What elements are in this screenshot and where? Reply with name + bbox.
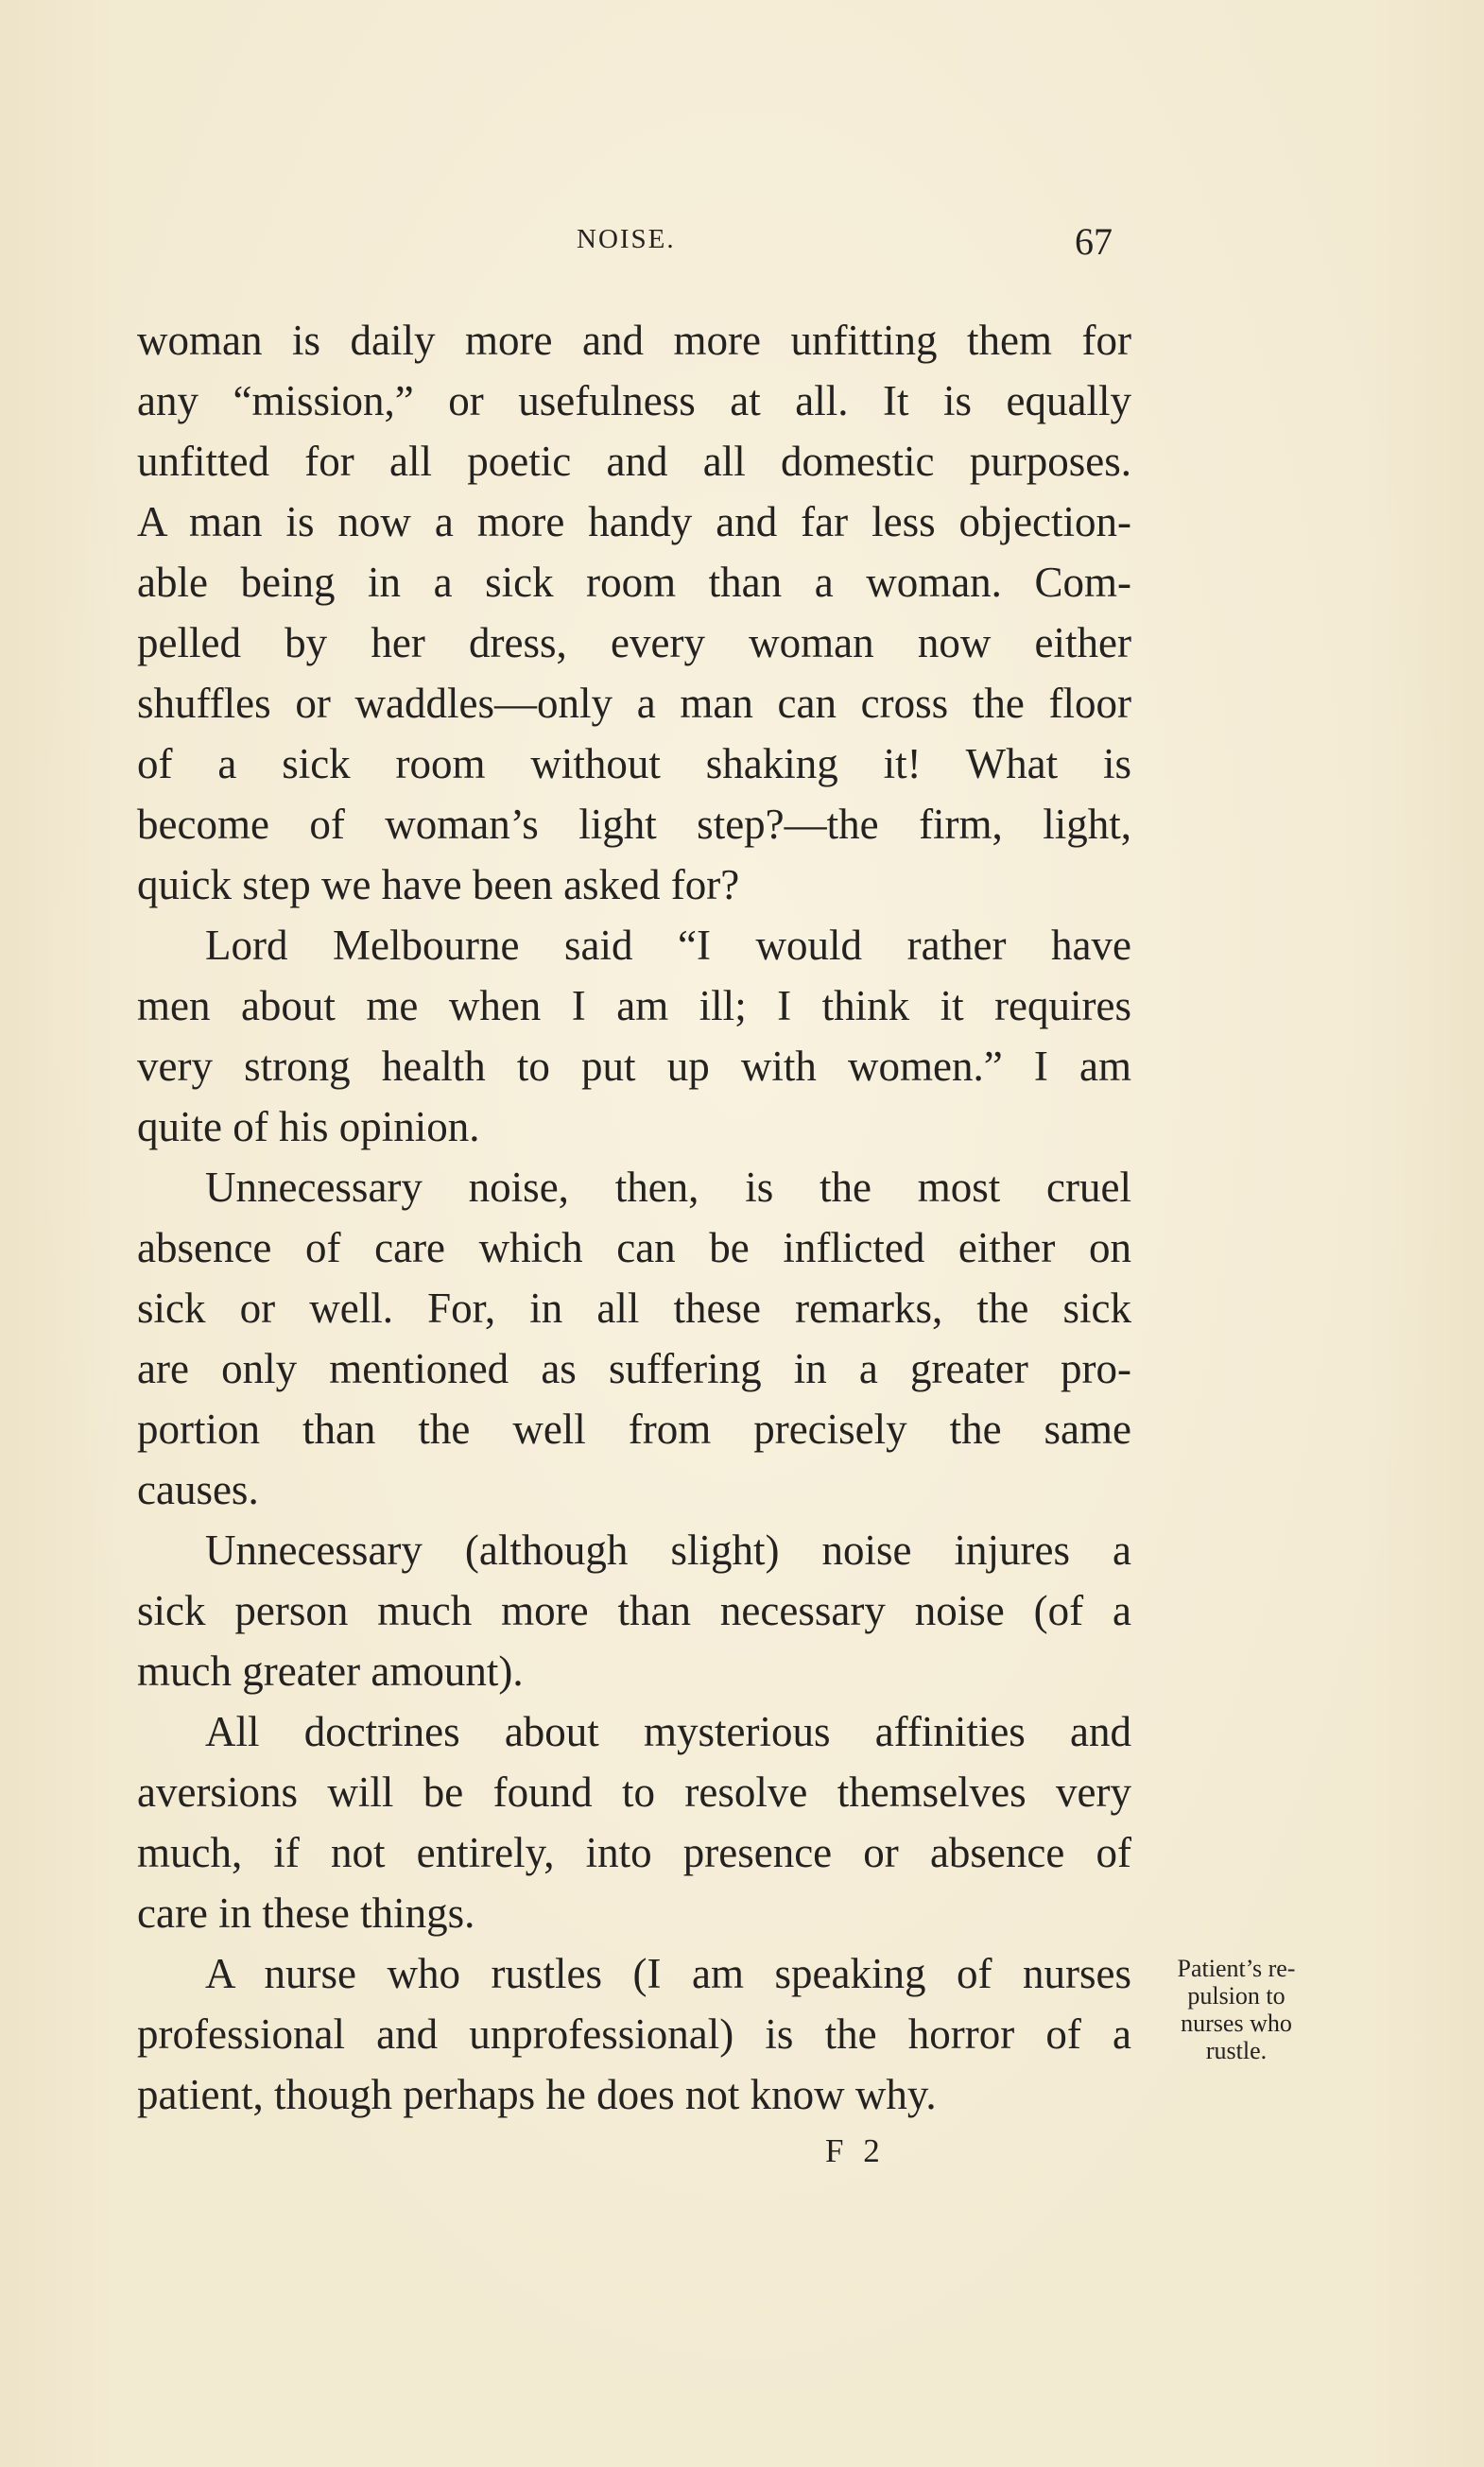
margin-note-line: rustle. (1205, 2037, 1268, 2064)
text-line: A man is now a more handy and far less objection- (137, 498, 1131, 545)
margin-note-line: nurses who (1181, 2010, 1292, 2037)
text-line: become of woman’s light step?—the firm, light, (137, 801, 1131, 848)
page-number: 67 (1075, 220, 1113, 263)
text-line: portion than the well from precisely the same (137, 1406, 1131, 1453)
text-line: much, if not entirely, into presence or absence of (137, 1829, 1131, 1876)
text-line: quite of his opinion. (137, 1103, 480, 1150)
text-line: care in these things. (137, 1889, 475, 1937)
body-text (137, 310, 1131, 2125)
text-line: very strong health to put up with women.” I am (137, 1043, 1131, 1090)
text-line: are only mentioned as suffering in a greater pro- (137, 1345, 1131, 1392)
text-line: Lord Melbourne said “I would rather have (205, 922, 1131, 969)
text-line: any “mission,” or usefulness at all. It is equally (137, 377, 1131, 424)
text-line: much greater amount). (137, 1648, 524, 1695)
margin-note-line: Patient’s re- (1177, 1955, 1296, 1982)
text-line: of a sick room without shaking it! What is (137, 740, 1131, 787)
text-line: aversions will be found to resolve themselves very (137, 1768, 1131, 1816)
text-line: Unnecessary noise, then, is the most cruel (205, 1164, 1131, 1211)
text-line: sick person much more than necessary noise (of a (137, 1587, 1131, 1634)
text-line: unfitted for all poetic and all domestic purposes. (137, 438, 1131, 485)
margin-note-line: pulsion to (1187, 1982, 1286, 2010)
text-line: All doctrines about mysterious affinities and (205, 1708, 1131, 1755)
text-line: men about me when I am ill; I think it requires (137, 982, 1131, 1029)
margin-note (1147, 1955, 1326, 2064)
text-line: absence of care which can be inflicted either on (137, 1224, 1131, 1271)
running-title: NOISE. (577, 224, 676, 254)
text-line: quick step we have been asked for? (137, 861, 740, 908)
signature-mark: F 2 (825, 2132, 886, 2169)
text-line: causes. (137, 1466, 259, 1513)
text-line: pelled by her dress, every woman now either (137, 619, 1131, 666)
text-line: A nurse who rustles (I am speaking of nurses (205, 1950, 1131, 1997)
text-line: patient, though perhaps he does not know why. (137, 2071, 937, 2118)
text-line: woman is daily more and more unfitting them for (137, 317, 1131, 364)
text-line: shuffles or waddles—only a man can cross the floor (137, 680, 1131, 727)
text-line: sick or well. For, in all these remarks, the sick (137, 1285, 1131, 1332)
text-line: Unnecessary (although slight) noise injures a (205, 1527, 1131, 1574)
text-line: able being in a sick room than a woman. Com- (137, 559, 1131, 606)
running-head (0, 220, 1484, 271)
text-line: professional and unprofessional) is the horror of a (137, 2010, 1131, 2058)
